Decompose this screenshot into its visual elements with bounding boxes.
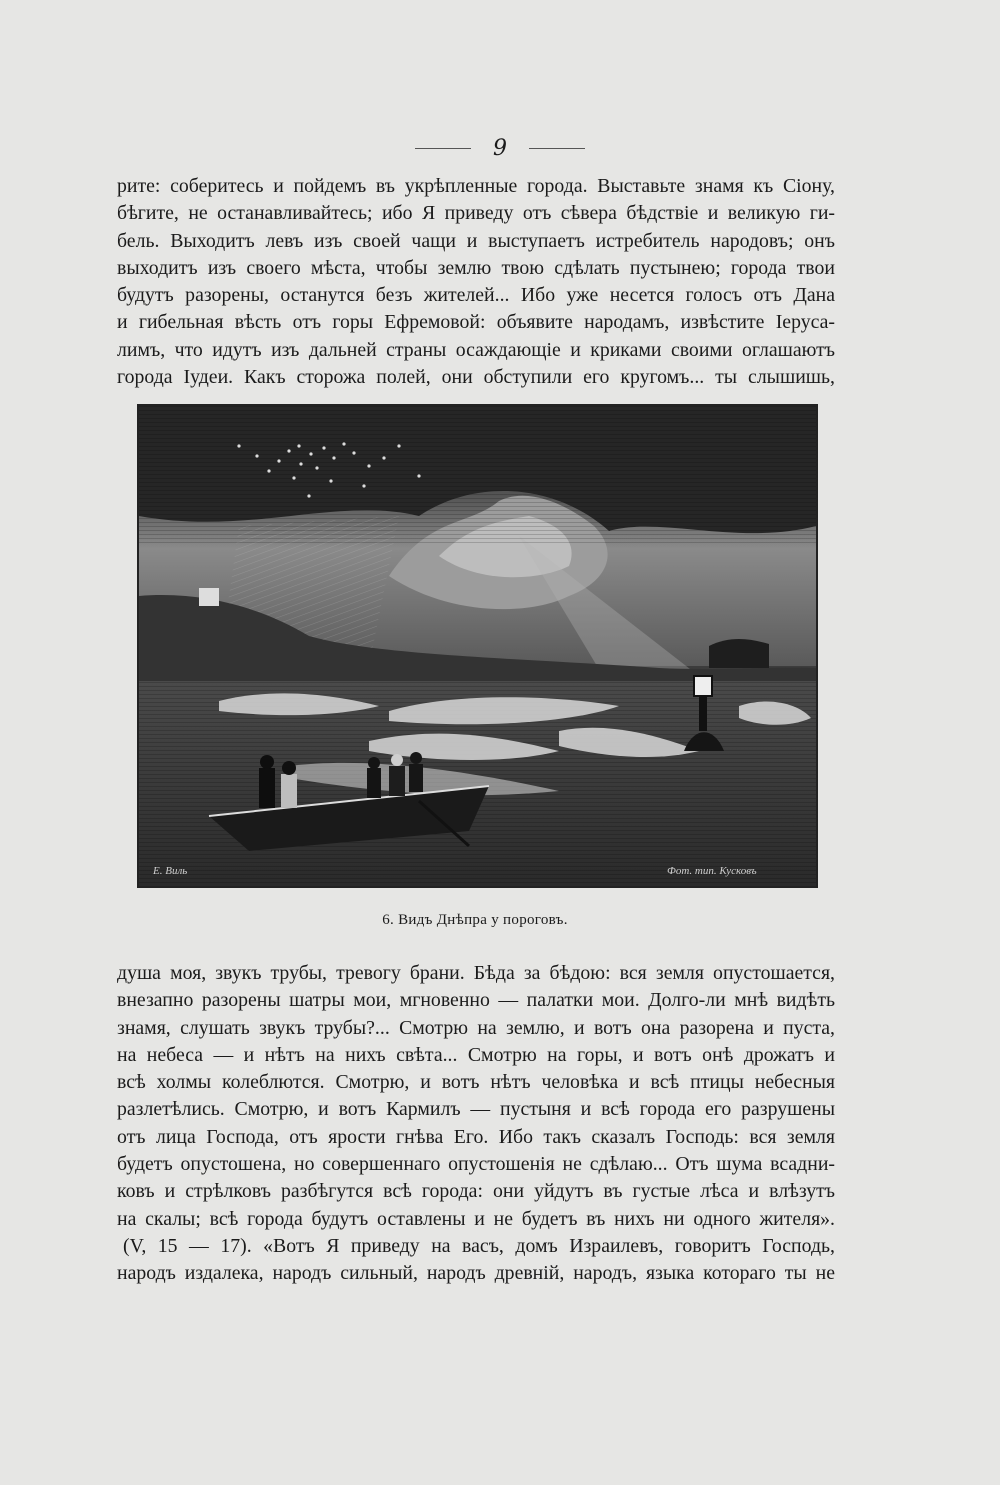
distant-building [199, 588, 219, 606]
text-line: народъ издалека, народъ сильный, народъ древній, народъ, языка котораго ты не [117, 1262, 835, 1285]
text-line: знамя, слушать звукъ трубы?... Смотрю на землю, и вотъ она разорена и пуста, [117, 1016, 835, 1039]
dnieper-rapids-engraving [139, 406, 816, 886]
text-line: душа моя, звукъ трубы, тревогу брани. Бѣда за бѣдою: вся земля опустошается, [117, 962, 835, 984]
text-line: города Іудеи. Какъ сторожа полей, они обступили его кругомъ... ты слышишь, [117, 366, 835, 389]
text-line: всѣ холмы колеблются. Смотрю, и вотъ нѣтъ человѣка и всѣ птицы небесныя [117, 1071, 835, 1094]
engraver-signature: Фот. тип. Кусковъ [667, 865, 757, 877]
text-line: разлетѣлись. Смотрю, и вотъ Кармилъ — пустыня и всѣ города его разрушены [117, 1098, 835, 1121]
text-line: бель. Выходитъ левъ изъ своей чащи и выступаетъ истребитель народовъ; онъ [117, 229, 835, 252]
text-block-bottom [117, 960, 835, 1288]
page-number-header [0, 136, 1000, 161]
text-line: отъ лица Господа, отъ ярости гнѣва Его. Ибо такъ сказалъ Господь: вся земля [117, 1125, 835, 1148]
text-line: на небеса — и нѣтъ на нихъ свѣта... Смотрю на горы, и вотъ онѣ дрожатъ и [117, 1043, 835, 1066]
text-line: выходитъ изъ своего мѣста, чтобы землю твою сдѣлать пустынею; города твои [117, 256, 835, 279]
text-line: на скалы; всѣ города будутъ оставлены и не будетъ въ нихъ ни одного жителя». [117, 1207, 835, 1230]
smoking-chimney [709, 639, 769, 668]
text-line: бѣгите, не останавливайтесь; ибо Я приведу отъ сѣвера бѣдствіе и великую ги- [117, 202, 835, 225]
figure-caption: 6. Видъ Днѣпра у пороговъ. [382, 912, 568, 928]
page-number: 9 [493, 136, 507, 161]
text-line: ковъ и стрѣлковъ разбѣгутся всѣ города: они уйдутъ въ густые лѣса и влѣзутъ [117, 1180, 835, 1203]
artist-signature: Е. Виль [153, 865, 188, 877]
text-line: будутъ разорены, останутся безъ жителей... Ибо уже несется голосъ отъ Дана [117, 284, 835, 307]
text-line: (V, 15 — 17). «Вотъ Я приведу на васъ, домъ Израилевъ, говоритъ Господь, [123, 1234, 835, 1257]
text-line: лимъ, что идутъ изъ дальней страны осаждающіе и криками своими оглашаютъ [117, 338, 835, 361]
header-rule-right [529, 148, 585, 149]
engraving-illustration [137, 404, 818, 888]
text-line: рите: соберитесь и пойдемъ въ укрѣпленные города. Выставьте знамя къ Сіону, [117, 175, 835, 197]
text-block-top [117, 173, 835, 391]
text-line: и гибельная вѣсть отъ горы Ефремовой: объявите народамъ, извѣстите Іеруса- [117, 311, 835, 334]
header-rule-left [415, 148, 471, 149]
text-line: будетъ опустошена, но совершеннаго опустошенія не сдѣлаю... Отъ шума всадни- [117, 1153, 835, 1176]
text-line: внезапно разорены шатры мои, мгновенно — палатки мои. Долго-ли мнѣ видѣть [117, 989, 835, 1012]
